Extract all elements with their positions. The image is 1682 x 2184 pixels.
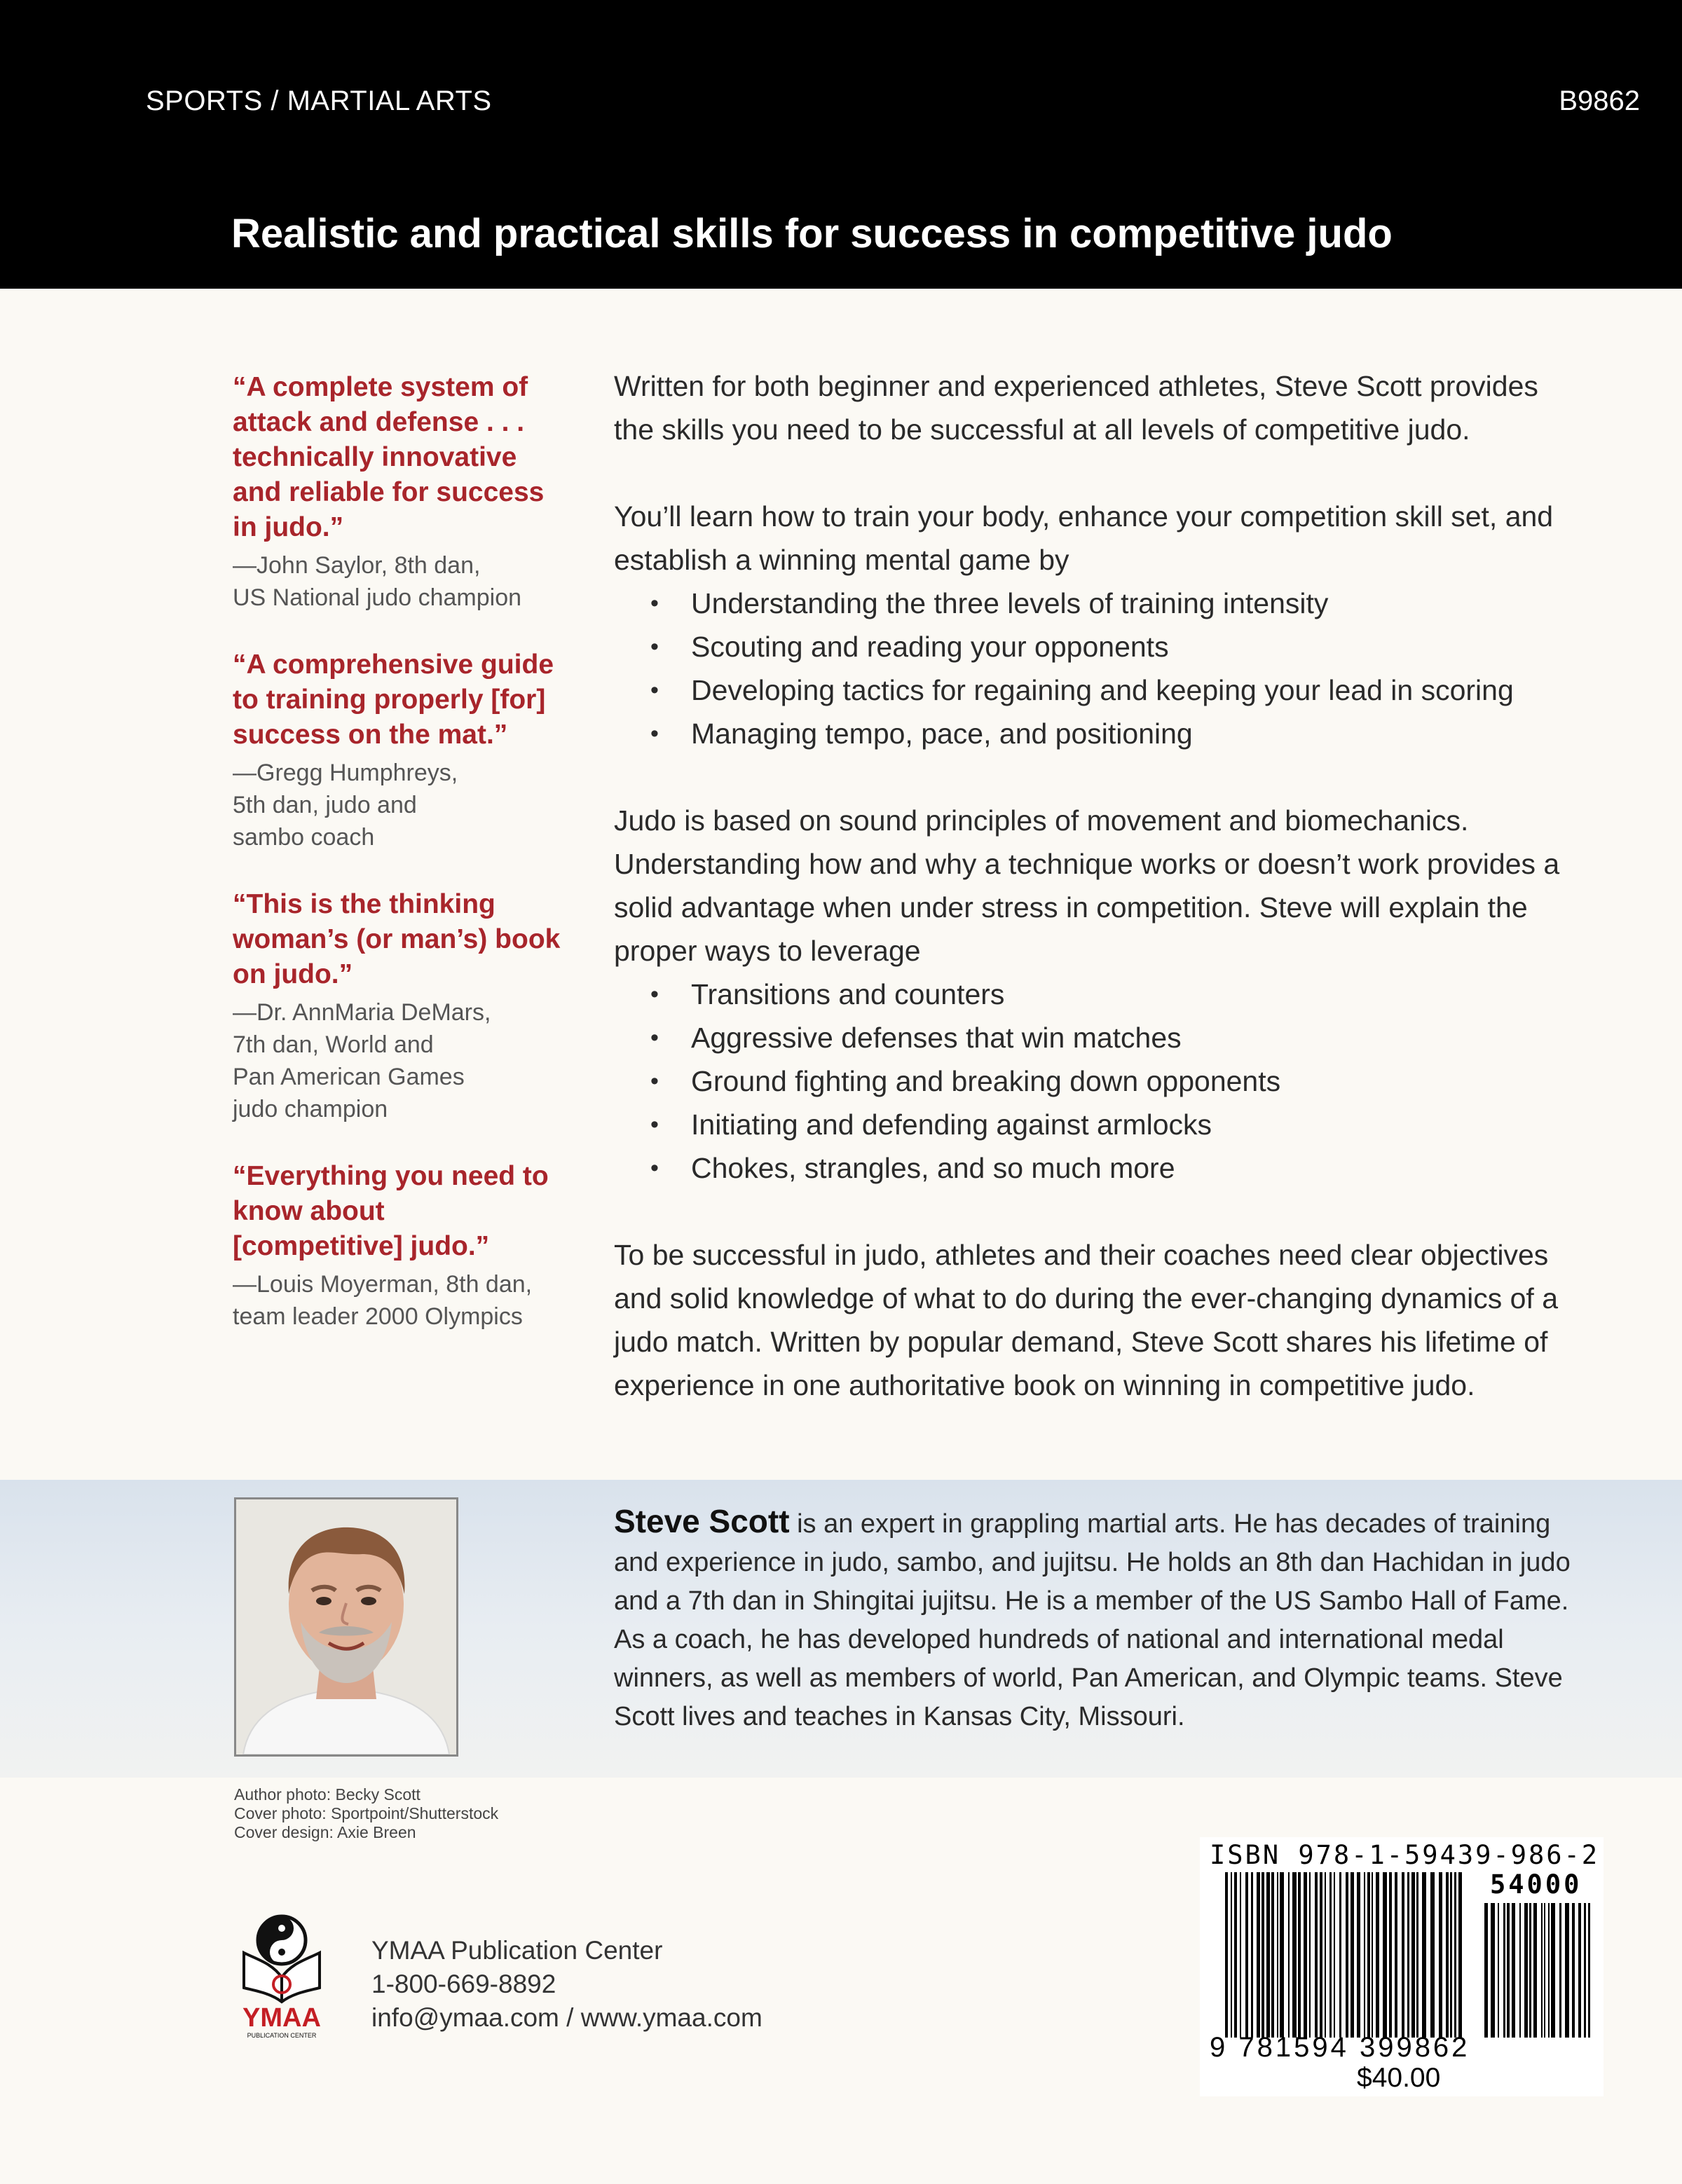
barcode-bar	[1402, 1872, 1404, 2038]
barcode-bar	[1446, 1872, 1449, 2038]
author-portrait-image	[236, 1499, 456, 1754]
list-item: • Understanding the three levels of training intensity	[614, 582, 1574, 625]
quote-attribution	[233, 1268, 562, 1333]
attribution-line: judo champion	[233, 1096, 388, 1122]
list-item: • Initiating and defending against armlocks	[614, 1103, 1574, 1146]
barcode-bar	[1298, 1872, 1301, 2038]
publisher-info	[371, 1934, 763, 2035]
barcode-bar	[1262, 1872, 1264, 2038]
ymaa-logo	[237, 1911, 335, 2040]
barcode-bar	[1383, 1872, 1387, 2038]
barcode-bar	[1309, 1872, 1311, 2038]
quote-text: “Everything you need to know about [competitive] judo.”	[233, 1161, 549, 1261]
logo-subtext: PUBLICATION CENTER	[247, 2032, 317, 2039]
barcode-bar	[1544, 1903, 1545, 2038]
barcode-bar	[1280, 1872, 1284, 2038]
barcode-bar	[1458, 1872, 1462, 2038]
barcode-bar	[1454, 1872, 1456, 2038]
quote-text: “A comprehensive guide to training properly [for] success on the mat.”	[233, 650, 554, 750]
barcode-bar	[1588, 1903, 1590, 2038]
credit-line: Cover design: Axie Breen	[234, 1823, 416, 1841]
barcode-bar	[1251, 1872, 1253, 2038]
barcode-bar	[1357, 1872, 1360, 2038]
quote-text: “This is the thinking woman’s (or man’s) book on judo.”	[233, 889, 561, 989]
list-item: • Developing tactics for regaining and keeping your lead in scoring	[614, 668, 1574, 712]
barcode-box	[1200, 1837, 1604, 2096]
principles-paragraph: Judo is based on sound principles of movement and biomechanics. Understanding how and why a technique works or doesn’t work provides a solid advantage when under stress in competition. Steve will explain the proper ways to leverage	[614, 804, 1560, 967]
list-item: • Managing tempo, pace, and positioning	[614, 712, 1574, 755]
barcode-bar	[1548, 1903, 1550, 2038]
list-item: • Ground fighting and breaking down opponents	[614, 1059, 1574, 1103]
barcode-bar	[1395, 1872, 1397, 2038]
barcode-bar	[1320, 1872, 1322, 2038]
barcode-bar	[1498, 1903, 1499, 2038]
quote	[233, 887, 562, 1125]
barcode-bar	[1584, 1903, 1586, 2038]
barcode-bar	[1559, 1903, 1561, 2038]
author-name: Steve Scott	[614, 1503, 790, 1539]
barcode-bar	[1329, 1872, 1332, 2038]
author-photo	[234, 1497, 458, 1757]
quote	[233, 647, 562, 853]
addon-barcode	[1484, 1903, 1596, 2038]
leverage-list	[614, 973, 1574, 1190]
publisher-contact: info@ymaa.com / www.ymaa.com	[371, 2003, 763, 2032]
quote	[233, 1159, 562, 1333]
barcode-bar	[1376, 1872, 1379, 2038]
list-item: • Chokes, strangles, and so much more	[614, 1146, 1574, 1190]
barcode-bar	[1315, 1872, 1318, 2038]
barcode-bar	[1551, 1903, 1555, 2038]
barcode-bar	[1367, 1872, 1370, 2038]
barcode-bar	[1407, 1872, 1409, 2038]
attribution-line: —Gregg Humphreys,	[233, 760, 458, 786]
attribution-line: —John Saylor, 8th dan,	[233, 552, 481, 579]
header-band	[0, 0, 1682, 289]
barcode-bar	[1439, 1872, 1442, 2038]
attribution-line: team leader 2000 Olympics	[233, 1303, 523, 1330]
barcode-bar	[1519, 1903, 1521, 2038]
closing-paragraph: To be successful in judo, athletes and their coaches need clear objectives and solid knowledge of what to do during the ever-changing dynamics of a judo match. Written by popular demand, Steve Scott shares his lifetime of experience in one authoritative book on winning in competitive judo.	[614, 1239, 1559, 1401]
barcode-bar	[1351, 1872, 1354, 2038]
price-code: 54000	[1490, 1869, 1582, 1900]
barcode-bar	[1416, 1872, 1418, 2038]
ean-digits: 9 781594 399862	[1210, 2032, 1470, 2063]
barcode-bar	[1334, 1872, 1335, 2038]
learn-paragraph: You’ll learn how to train your body, enhance your competition skill set, and establish a winning mental game by	[614, 500, 1554, 576]
barcode-bar	[1266, 1872, 1270, 2038]
list-item: • Scouting and reading your opponents	[614, 625, 1574, 668]
intro-paragraph: Written for both beginner and experienced athletes, Steve Scott provides the skills you need to be successful at all levels of competitive judo.	[614, 370, 1538, 446]
quote-attribution	[233, 996, 562, 1125]
quote	[233, 370, 562, 614]
barcode-bar	[1257, 1872, 1260, 2038]
barcode-bar	[1512, 1903, 1515, 2038]
attribution-line: Pan American Games	[233, 1064, 465, 1090]
barcode-bar	[1225, 1872, 1228, 2038]
barcode-bar	[1288, 1872, 1290, 2038]
logo-wordmark: YMAA	[242, 2003, 321, 2033]
quote-attribution	[233, 549, 562, 614]
barcode-bar	[1364, 1872, 1365, 2038]
list-item: • Aggressive defenses that win matches	[614, 1016, 1574, 1059]
attribution-line: US National judo champion	[233, 584, 522, 611]
attribution-line: sambo coach	[233, 824, 375, 851]
barcode-bar	[1572, 1903, 1575, 2038]
barcode-bar	[1450, 1872, 1452, 2038]
ean-barcode	[1225, 1872, 1463, 2038]
credit-line: Cover photo: Sportpoint/Shutterstock	[234, 1804, 499, 1822]
barcode-bar	[1422, 1872, 1426, 2038]
publisher-phone: 1-800-669-8892	[371, 1970, 556, 1998]
isbn-label: ISBN 978-1-59439-986-2	[1210, 1840, 1600, 1870]
barcode-bar	[1491, 1903, 1495, 2038]
barcode-bar	[1524, 1903, 1528, 2038]
book-description	[614, 364, 1574, 1450]
barcode-bar	[1325, 1872, 1326, 2038]
barcode-bar	[1507, 1903, 1510, 2038]
barcode-bar	[1346, 1872, 1348, 2038]
barcode-bar	[1304, 1872, 1307, 2038]
barcode-bar	[1529, 1903, 1531, 2038]
barcode-bar	[1277, 1872, 1278, 2038]
barcode-bar	[1541, 1903, 1543, 2038]
price: $40.00	[1357, 2063, 1441, 2093]
attribution-line: —Dr. AnnMaria DeMars,	[233, 999, 491, 1026]
learn-list	[614, 582, 1574, 755]
attribution-line: 5th dan, judo and	[233, 792, 417, 818]
barcode-bar	[1240, 1872, 1241, 2038]
quote-text: “A complete system of attack and defense . . . technically innovative and reliable for success in judo.”	[233, 372, 545, 542]
credit-line: Author photo: Becky Scott	[234, 1785, 420, 1804]
praise-quotes	[233, 370, 562, 1366]
category-label: SPORTS / MARTIAL ARTS	[146, 85, 492, 116]
barcode-bar	[1234, 1872, 1237, 2038]
barcode-bar	[1533, 1903, 1537, 2038]
cover-credits	[234, 1785, 498, 1842]
barcode-bar	[1565, 1903, 1569, 2038]
product-code: B9862	[1559, 85, 1640, 116]
barcode-bar	[1411, 1872, 1415, 2038]
tagline: Realistic and practical skills for success in competitive judo	[231, 211, 1393, 256]
barcode-bar	[1231, 1872, 1232, 2038]
author-bio	[614, 1502, 1581, 1736]
barcode-bar	[1389, 1872, 1392, 2038]
list-item: • Transitions and counters	[614, 973, 1574, 1016]
barcode-bar	[1245, 1872, 1248, 2038]
barcode-bar	[1372, 1872, 1373, 2038]
barcode-bar	[1578, 1903, 1581, 2038]
barcode-bar	[1430, 1872, 1435, 2038]
attribution-line: —Louis Moyerman, 8th dan,	[233, 1271, 533, 1298]
author-bio-text: is an expert in grappling martial arts. He has decades of training and experience in judo, sambo, and jujitsu. He holds an 8th dan Hachidan in judo and a 7th dan in Shingitai jujitsu. He is a member of the US Sambo Hall of Fame. As a coach, he has developed hundreds of national and international medal winners, as well as members of world, Pan American, and Olympic teams. Steve Scott lives and teaches in Kansas City, Missouri.	[614, 1509, 1571, 1731]
barcode-bar	[1271, 1872, 1274, 2038]
barcode-bar	[1503, 1903, 1505, 2038]
attribution-line: 7th dan, World and	[233, 1031, 434, 1058]
barcode-bar	[1292, 1872, 1297, 2038]
barcode-bar	[1339, 1872, 1341, 2038]
quote-attribution	[233, 757, 562, 853]
publisher-name: YMAA Publication Center	[371, 1936, 663, 1965]
barcode-bar	[1484, 1903, 1488, 2038]
